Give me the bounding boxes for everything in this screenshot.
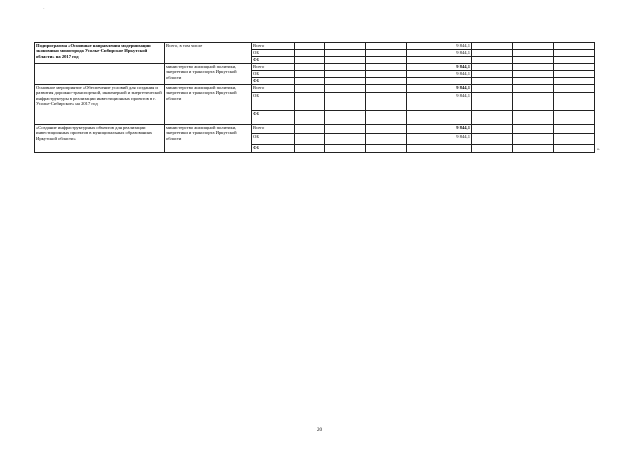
source-cell: Всего — [252, 125, 295, 134]
amount-cell: 9 844,1 — [407, 50, 472, 57]
source-cell: Всего — [252, 43, 295, 50]
amount-cell: 9 844,1 — [407, 93, 472, 111]
table-row — [35, 125, 595, 134]
amount-cell — [407, 78, 472, 85]
closing-quote-mark: ». — [597, 146, 600, 151]
amount-cell — [407, 57, 472, 64]
corner-mark: - — [43, 6, 45, 11]
source-cell: ОБ — [252, 50, 295, 57]
program-table — [34, 42, 595, 153]
amount-cell — [407, 111, 472, 125]
executor-cell: Всего, в том числе — [165, 43, 252, 64]
table-row — [35, 43, 595, 50]
executor-cell: министерство жилищной политики, энергетики и транспорта Иркутской области — [165, 64, 252, 85]
source-cell: ОБ — [252, 71, 295, 78]
table-row — [35, 64, 595, 71]
executor-cell: министерство жилищной политики, энергетики и транспорта Иркутской области — [165, 85, 252, 125]
source-cell: ФБ — [252, 57, 295, 64]
amount-cell: 9 844,1 — [407, 64, 472, 71]
row-name: «Создание инфраструктурных объектов для реализации инвестиционных проектов в муниципальных образованиях Иркутской области» — [35, 125, 165, 153]
amount-cell — [407, 145, 472, 153]
row-name: Подпрограмма «Основные направления модернизации экономики моногорода Усолье-Сибирское Иркутской области» на 2017 год — [35, 43, 165, 64]
amount-cell: 9 844,1 — [407, 125, 472, 134]
amount-cell: 9 844,1 — [407, 71, 472, 78]
source-cell: ФБ — [252, 78, 295, 85]
amount-cell: 9 844,1 — [407, 134, 472, 145]
source-cell: ОБ — [252, 93, 295, 111]
row-name: Основное мероприятие «Обеспечение условий для создания и развития дорожно-транспортной, инженерной и энергетической инфраструктуры в реализации инвестиционных проектов в г. Усолье-Сибирское» на 2017 год — [35, 85, 165, 125]
amount-cell: 9 844,1 — [407, 43, 472, 50]
source-cell: Всего — [252, 64, 295, 71]
source-cell: ФБ — [252, 145, 295, 153]
source-cell: Всего — [252, 85, 295, 93]
page-number: 20 — [317, 428, 322, 433]
source-cell: ОБ — [252, 134, 295, 145]
executor-cell: министерство жилищной политики, энергетики и транспорта Иркутской области — [165, 125, 252, 153]
source-cell: ФБ — [252, 111, 295, 125]
amount-cell: 9 844,1 — [407, 85, 472, 93]
table-row — [35, 85, 595, 93]
